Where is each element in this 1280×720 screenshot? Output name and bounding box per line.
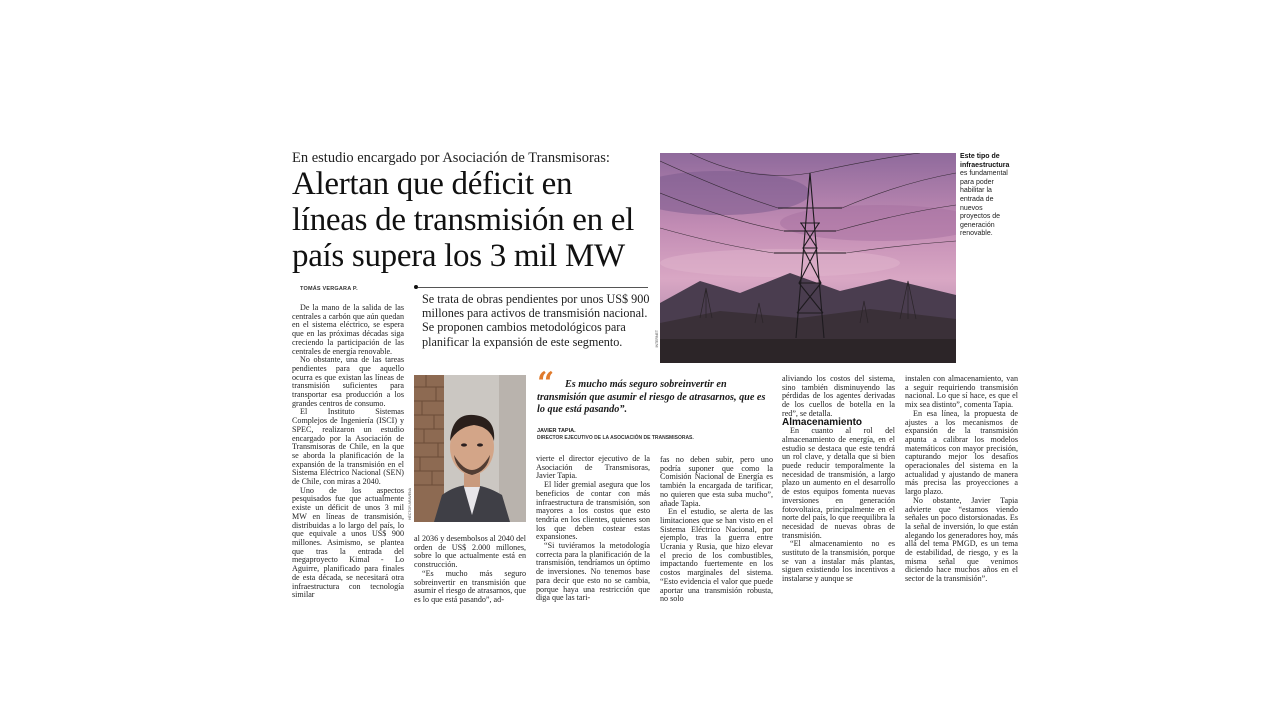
lede-rule — [418, 287, 648, 288]
body-column-4 — [660, 456, 773, 604]
quote-mark-icon: “ — [537, 366, 555, 401]
paragraph: En el estudio, se alerta de las limitaciones que se han visto en el Sistema Eléctrico Nacional, por ejemplo, tras la guerra entre Ucrania y Rusia, que hizo elevar el precio de los combustibles, impactando fuertemente en los costos marginales del sistema. “Esto evidencia el valor que puede aportar una transmisión robusta, no solo — [660, 507, 773, 604]
body-column-5 — [782, 375, 895, 584]
photo-credit: INTERNET — [655, 330, 659, 348]
paragraph: Uno de los aspectos pesquisados fue que actualmente existe un déficit de unos 3 mil MW en líneas de transmisión, distribuidas a lo largo del país, lo que equivale a unos US$ 900 millones. Asimismo, se plantea que tras la entrada del megaproyecto Kimal - Lo Aguirre, planificado para finales de esta década, se necesitará otra infraestructura con tecnología similar — [292, 485, 404, 600]
body-column-3 — [536, 455, 650, 603]
portrait-photo — [414, 375, 526, 522]
body-column-1 — [292, 304, 404, 600]
paragraph: instalen con almacenamiento, van a seguir requiriendo transmisión nacional. Lo que sí hace, es que el mix sea distinto”, comenta Tapia. — [905, 374, 1018, 410]
body-column-2 — [414, 535, 526, 605]
transmission-tower-photo — [660, 153, 956, 363]
body-column-6 — [905, 375, 1018, 584]
pullquote-role: DIRECTOR EJECUTIVO DE LA ASOCIACIÓN DE TRANSMISORAS. — [537, 435, 694, 441]
pullquote-text: Es mucho más seguro sobreinvertir en transmisión que asumir el riesgo de atrasarnos, que es lo que está pasando”. — [537, 379, 766, 416]
paragraph: al 2036 y desembolsos al 2040 del orden de US$ 2.000 millones, sobre lo que actualmente está en construcción. — [414, 534, 526, 570]
paragraph: En cuanto al rol del almacenamiento de energía, en el estudio se destaca que este tendrá un rol clave, y detalla que si bien puede reducir temporalmente la necesidad de transmisión, a largo plazo un aumento en el desarrollo de estos equipos fomenta nuevas inversiones en generación fotovoltaica, principalmente en el norte del país, lo que reequilibra la necesidad de nuevas obras de transmisión. — [782, 426, 895, 540]
section-subhead: Almacenamiento — [782, 416, 863, 428]
caption-text: es fundamental para poder habilitar la entrada de nuevos proyectos de generación renovable. — [960, 170, 1008, 238]
paragraph: fas no deben subir, pero uno podría suponer que como la Comisión Nacional de Energía es también la encargada de tarificar, no quieren que esta suba mucho”, añade Tapia. — [660, 455, 773, 508]
paragraph: El Instituto Sistemas Complejos de Ingeniería (ISCI) y SPEC, realizaron un estudio encargado por la Asociación de Transmisoras de Chile, en la que se aborda la planificación de la expansión de la transmisión en el Sistema Eléctrico Nacional (SEN) de Chile, con miras a 2040. — [292, 407, 404, 487]
paragraph: No obstante, una de las tareas pendientes para que aquello ocurra es que existan las líneas de transmisión suficientes para transportar esa producción a los grandes centros de consumo. — [292, 355, 404, 408]
paragraph: “El almacenamiento no es sustituto de la transmisión, porque se van a instalar más plantas, siguen existiendo los incentivos a instalarse y aunque se — [782, 539, 895, 584]
portrait-illustration — [414, 375, 526, 522]
paragraph: “Si tuviéramos la metodología correcta para la planificación de la transmisión, tendríamos un óptimo de inversiones. No tenemos base para decir que esto no se cambia, porque haya una restricción que diga que las tari- — [536, 541, 650, 603]
photo-caption — [960, 153, 1012, 239]
transmission-tower-illustration — [660, 153, 956, 363]
paragraph: El líder gremial asegura que los beneficios de contar con más infraestructura de transmisión, son mayores a los costos que esto tendría en los clientes, quienes son los que deben costear estas expansiones. — [536, 480, 650, 542]
pullquote-name: JAVIER TAPIA. — [537, 428, 576, 434]
paragraph: vierte el director ejecutivo de la Asociación de Transmisoras, Javier Tapia. — [536, 454, 650, 481]
article-kicker: En estudio encargado por Asociación de Transmisoras: — [292, 150, 610, 166]
portrait-credit: HÉCTOR ARAVENA — [408, 488, 412, 520]
paragraph: No obstante, Javier Tapia advierte que “estamos viendo señales un poco distorsionadas. Es la señal de inversión, lo que están alegando los generadores hoy, más allá del tema PMGD, es un tema de estabilidad, de riesgo, y es la misma señal que venimos diciendo hace muchos años en el sector de la transmisión”. — [905, 495, 1018, 584]
article-headline: Alertan que déficit en líneas de transmisión en el país supera los 3 mil MW — [292, 166, 634, 274]
paragraph: “Es mucho más seguro sobreinvertir en transmisión que asumir el riesgo de atrasarnos, que es lo que está pasando”, ad- — [414, 568, 526, 604]
paragraph: aliviando los costos del sistema, sino también disminuyendo las pérdidas de los agentes derivadas de los cuellos de botella en la red”, se detalla. — [782, 374, 895, 418]
article-byline: TOMÁS VERGARA P. — [300, 286, 358, 292]
caption-bold-lead: Este tipo de infraestructura — [960, 153, 1010, 169]
article-lede: Se trata de obras pendientes por unos US$ 900 millones para activos de transmisión nacional. Se proponen cambios metodológicos para planificar la expansión de este segmento. — [422, 292, 650, 349]
paragraph: De la mano de la salida de las centrales a carbón que aún quedan en el sistema eléctrico, se espera que en las próximas décadas siga creciendo la participación de las centrales de energía renovable. — [292, 303, 404, 356]
paragraph: En esa línea, la propuesta de ajustes a los mecanismos de expansión de la transmisión apunta a calibrar los modelos matemáticos con mayor precisión, capturando mejor los desafíos operacionales del sistema en la actualidad y ajustando de manera más precisa las proyecciones a largo plazo. — [905, 408, 1018, 497]
